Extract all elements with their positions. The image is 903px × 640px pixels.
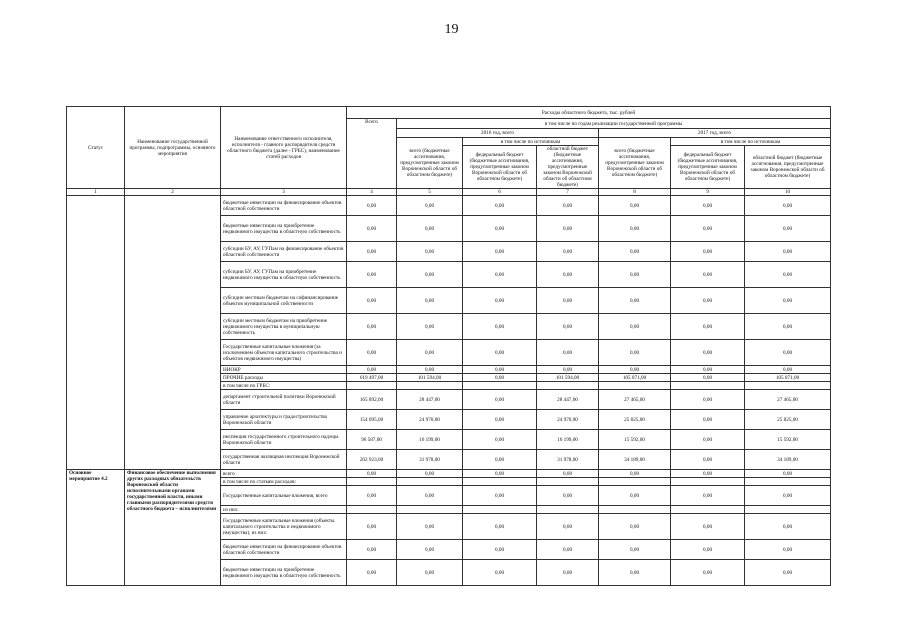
value-cell: 0,00	[537, 288, 599, 314]
value-cell: 0,00	[745, 540, 831, 560]
value-cell: 25 825,00	[599, 410, 671, 430]
value-cell: 0,00	[397, 514, 463, 540]
value-cell: 0,00	[671, 242, 745, 262]
value-cell: 31 978,00	[537, 450, 599, 470]
value-cell: 15 592,00	[599, 430, 671, 450]
value-cell: 0,00	[397, 340, 463, 366]
row-label: субсидии БУ, АУ, ГУПам на приобретение недвижимого имущества в областную собственность	[221, 262, 347, 288]
value-cell: 0,00	[397, 196, 463, 216]
value-cell: 0,00	[671, 340, 745, 366]
value-cell	[537, 382, 599, 390]
value-cell	[599, 478, 671, 486]
value-cell: 101 594,00	[537, 374, 599, 382]
program-cell	[125, 196, 221, 470]
value-cell: 15 592,00	[745, 430, 831, 450]
value-cell	[347, 478, 397, 486]
value-cell: 0,00	[463, 390, 537, 410]
page-number: 19	[444, 22, 459, 37]
row-label: субсидии местным бюджетам на софинансирование объектов муниципальной собственности	[221, 288, 347, 314]
row-label: Государственные капитальные вложения, всего	[221, 486, 347, 506]
block-previous-measure	[67, 196, 831, 470]
header-by-year: в том числе по годам реализации государственной программы	[397, 119, 831, 129]
col-number: 2	[125, 189, 221, 196]
value-cell	[397, 382, 463, 390]
measure-status: Основное мероприятие 4.2	[67, 470, 125, 586]
value-cell: 0,00	[537, 470, 599, 478]
col-number: 6	[463, 189, 537, 196]
row-label: департамент строительной политики Воронежской области	[221, 390, 347, 410]
row-label: из них:	[221, 506, 347, 514]
value-cell: 0,00	[599, 340, 671, 366]
col-number: 3	[221, 189, 347, 196]
value-cell: 0,00	[671, 470, 745, 478]
header-federal-2016: федеральный бюджет (бюджетные ассигнования, предусмотренные законом Воронежской области об областном бюджете)	[463, 146, 537, 189]
value-cell: 27 465,00	[745, 390, 831, 410]
header-status: Статус	[67, 107, 125, 189]
value-cell: 0,00	[347, 340, 397, 366]
col-number: 4	[347, 189, 397, 196]
value-cell	[347, 506, 397, 514]
row-label: Государственные капитальные вложения (объекты капитального строительства и недвижимого имущества), из них:	[221, 514, 347, 540]
value-cell: 24 970,00	[397, 410, 463, 430]
block-measure-4-2	[67, 470, 831, 586]
header-total-2017: всего (бюджетные ассигнования, предусмотренные законом Воронежской области об областном бюджете)	[599, 138, 671, 189]
value-cell: 0,00	[745, 216, 831, 242]
row-label: бюджетные инвестиции на финансирование объектов областной собственности	[221, 196, 347, 216]
value-cell: 96 587,00	[347, 430, 397, 450]
value-cell: 0,00	[671, 540, 745, 560]
row-label: ПРОЧИЕ расходы	[221, 374, 347, 382]
value-cell: 0,00	[463, 560, 537, 586]
value-cell	[537, 478, 599, 486]
value-cell: 0,00	[397, 288, 463, 314]
value-cell: 0,00	[397, 314, 463, 340]
value-cell: 0,00	[599, 486, 671, 506]
value-cell: 28 447,00	[397, 390, 463, 410]
value-cell: 0,00	[599, 470, 671, 478]
value-cell: 27 465,00	[599, 390, 671, 410]
value-cell: 24 970,00	[537, 410, 599, 430]
row-label: бюджетные инвестиции на приобретение недвижимого имущества в областную собственность	[221, 560, 347, 586]
value-cell: 0,00	[537, 540, 599, 560]
value-cell: 0,00	[745, 196, 831, 216]
value-cell	[745, 478, 831, 486]
value-cell: 0,00	[397, 540, 463, 560]
value-cell: 0,00	[599, 196, 671, 216]
value-cell: 154 095,00	[347, 410, 397, 430]
value-cell: 0,00	[463, 540, 537, 560]
value-cell	[463, 506, 537, 514]
column-numbers-row	[67, 189, 831, 196]
value-cell: 0,00	[463, 514, 537, 540]
value-cell: 0,00	[397, 216, 463, 242]
table-row	[67, 196, 831, 216]
col-number: 7	[537, 189, 599, 196]
value-cell: 28 447,00	[537, 390, 599, 410]
value-cell: 0,00	[347, 242, 397, 262]
value-cell: 0,00	[599, 242, 671, 262]
header-total: Всего	[347, 119, 397, 189]
value-cell: 0,00	[537, 486, 599, 506]
header-by-sources-2017: в том числе по источникам	[671, 138, 831, 146]
value-cell	[537, 506, 599, 514]
value-cell: 0,00	[671, 560, 745, 586]
header-expenses-title: Расходы областного бюджета, тыс. рублей	[347, 107, 831, 119]
value-cell: 202 923,00	[347, 450, 397, 470]
value-cell	[463, 478, 537, 486]
row-label: бюджетные инвестиции на финансирование объектов областной собственности	[221, 540, 347, 560]
value-cell: 619 497,00	[347, 374, 397, 382]
value-cell: 0,00	[347, 540, 397, 560]
value-cell: 0,00	[347, 486, 397, 506]
value-cell: 105 071,00	[599, 374, 671, 382]
value-cell: 0,00	[537, 514, 599, 540]
header-by-sources-2016: в том числе по источникам	[463, 138, 599, 146]
value-cell: 0,00	[463, 374, 537, 382]
value-cell: 0,00	[671, 486, 745, 506]
value-cell	[599, 382, 671, 390]
value-cell	[745, 506, 831, 514]
value-cell: 0,00	[745, 242, 831, 262]
value-cell: 31 978,00	[397, 450, 463, 470]
value-cell: 0,00	[537, 560, 599, 586]
value-cell: 16 199,00	[397, 430, 463, 450]
value-cell: 0,00	[671, 288, 745, 314]
value-cell: 0,00	[537, 262, 599, 288]
value-cell	[347, 382, 397, 390]
value-cell: 0,00	[745, 514, 831, 540]
table-row	[67, 470, 831, 478]
value-cell: 0,00	[463, 486, 537, 506]
value-cell: 0,00	[397, 242, 463, 262]
value-cell: 0,00	[463, 196, 537, 216]
value-cell: 16 199,00	[537, 430, 599, 450]
header-year-2017: 2017 год, всего	[599, 129, 831, 138]
value-cell: 0,00	[745, 340, 831, 366]
value-cell: 0,00	[463, 366, 537, 374]
value-cell	[671, 478, 745, 486]
value-cell	[671, 506, 745, 514]
header-federal-2017: федеральный бюджет (бюджетные ассигнования, предусмотренные законом Воронежской области об областном бюджете)	[671, 146, 745, 189]
value-cell: 0,00	[463, 430, 537, 450]
row-label: управление архитектуры и градостроительства Воронежской области	[221, 410, 347, 430]
row-label: инспекция государственного строительного надзора Воронежской области	[221, 430, 347, 450]
budget-table	[66, 106, 831, 586]
value-cell: 0,00	[537, 196, 599, 216]
value-cell: 105 071,00	[745, 374, 831, 382]
value-cell: 0,00	[671, 410, 745, 430]
table-header	[67, 107, 831, 196]
row-label: НИОКР	[221, 366, 347, 374]
value-cell: 0,00	[671, 374, 745, 382]
value-cell: 0,00	[745, 560, 831, 586]
value-cell: 0,00	[537, 242, 599, 262]
row-label: всего	[221, 470, 347, 478]
value-cell: 0,00	[599, 262, 671, 288]
value-cell: 0,00	[463, 262, 537, 288]
header-regional-2017: областной бюджет (бюджетные ассигнования, предусмотренные законом Воронежской области об областном бюджете)	[745, 146, 831, 189]
header-total-2016: всего (бюджетные ассигнования, предусмотренные законом Воронежской области об областном бюджете)	[397, 138, 463, 189]
value-cell	[745, 382, 831, 390]
value-cell: 0,00	[671, 430, 745, 450]
value-cell: 0,00	[397, 470, 463, 478]
value-cell	[397, 478, 463, 486]
header-executor-name: Наименование ответственного исполнителя, исполнителя - главного распорядителя средств областного бюджета (далее - ГРБС), наименование статей расходов	[221, 107, 347, 189]
value-cell: 34 189,00	[599, 450, 671, 470]
value-cell: 0,00	[599, 288, 671, 314]
value-cell: 0,00	[671, 514, 745, 540]
col-number: 10	[745, 189, 831, 196]
value-cell: 0,00	[671, 450, 745, 470]
value-cell: 0,00	[671, 196, 745, 216]
value-cell: 0,00	[463, 314, 537, 340]
value-cell: 0,00	[537, 340, 599, 366]
header-program-name: Наименование государственной программы, подпрограммы, основного мероприятия	[125, 107, 221, 189]
value-cell: 0,00	[347, 314, 397, 340]
row-label: бюджетные инвестиции на приобретение недвижимого имущества в областную собственность	[221, 216, 347, 242]
value-cell: 0,00	[347, 196, 397, 216]
value-cell: 0,00	[599, 514, 671, 540]
value-cell: 0,00	[599, 314, 671, 340]
value-cell: 0,00	[537, 366, 599, 374]
value-cell: 0,00	[347, 514, 397, 540]
value-cell: 0,00	[347, 216, 397, 242]
value-cell: 0,00	[671, 390, 745, 410]
value-cell: 0,00	[745, 288, 831, 314]
value-cell: 0,00	[671, 216, 745, 242]
value-cell: 0,00	[745, 262, 831, 288]
value-cell: 0,00	[463, 216, 537, 242]
value-cell: 0,00	[537, 216, 599, 242]
value-cell: 0,00	[745, 366, 831, 374]
value-cell: 0,00	[347, 366, 397, 374]
value-cell: 0,00	[397, 560, 463, 586]
value-cell: 0,00	[463, 288, 537, 314]
row-label: в том числе по ГРБС:	[221, 382, 347, 390]
value-cell: 0,00	[347, 470, 397, 478]
value-cell: 0,00	[537, 314, 599, 340]
row-label: государственная жилищная инспекция Воронежской области	[221, 450, 347, 470]
value-cell: 0,00	[671, 262, 745, 288]
value-cell: 0,00	[599, 560, 671, 586]
row-label: Государственные капитальные вложения (за исключением объектов капитального строительства и объектов недвижимого имущества)	[221, 340, 347, 366]
value-cell: 0,00	[599, 540, 671, 560]
col-number: 5	[397, 189, 463, 196]
measure-program: Финансовое обеспечение выполнения других расходных обязательств Воронежской области исполнительными органами государственной власти, иными главными распорядителями средств областного бюджета – исполнителями	[125, 470, 221, 586]
value-cell: 0,00	[347, 288, 397, 314]
value-cell: 0,00	[463, 470, 537, 478]
row-label: в том числе по статьям расходов:	[221, 478, 347, 486]
value-cell: 0,00	[463, 410, 537, 430]
col-number: 9	[671, 189, 745, 196]
status-cell	[67, 196, 125, 470]
value-cell: 0,00	[397, 262, 463, 288]
header-year-2016: 2016 год, всего	[397, 129, 599, 138]
row-label: субсидии местным бюджетам на приобретение недвижимого имущества в муниципальную собственность	[221, 314, 347, 340]
value-cell: 101 594,00	[397, 374, 463, 382]
value-cell: 0,00	[745, 486, 831, 506]
value-cell: 0,00	[463, 450, 537, 470]
row-label: субсидии БУ, АУ, ГУПам на финансирование объектов областной собственности	[221, 242, 347, 262]
value-cell: 0,00	[463, 340, 537, 366]
value-cell: 0,00	[745, 314, 831, 340]
value-cell: 0,00	[347, 262, 397, 288]
value-cell	[463, 382, 537, 390]
value-cell: 0,00	[463, 242, 537, 262]
value-cell: 34 189,00	[745, 450, 831, 470]
value-cell: 0,00	[671, 314, 745, 340]
value-cell: 0,00	[397, 366, 463, 374]
value-cell: 0,00	[671, 366, 745, 374]
col-number: 1	[67, 189, 125, 196]
header-regional-2016: областной бюджет (бюджетные ассигнования, предусмотренные законом Воронежской области об областном бюджете)	[537, 146, 599, 189]
value-cell: 25 825,00	[745, 410, 831, 430]
value-cell	[599, 506, 671, 514]
value-cell: 0,00	[599, 366, 671, 374]
value-cell: 0,00	[599, 216, 671, 242]
value-cell	[397, 506, 463, 514]
value-cell: 0,00	[397, 486, 463, 506]
value-cell: 165 892,00	[347, 390, 397, 410]
value-cell	[671, 382, 745, 390]
value-cell: 0,00	[745, 470, 831, 478]
col-number: 8	[599, 189, 671, 196]
value-cell: 0,00	[347, 560, 397, 586]
